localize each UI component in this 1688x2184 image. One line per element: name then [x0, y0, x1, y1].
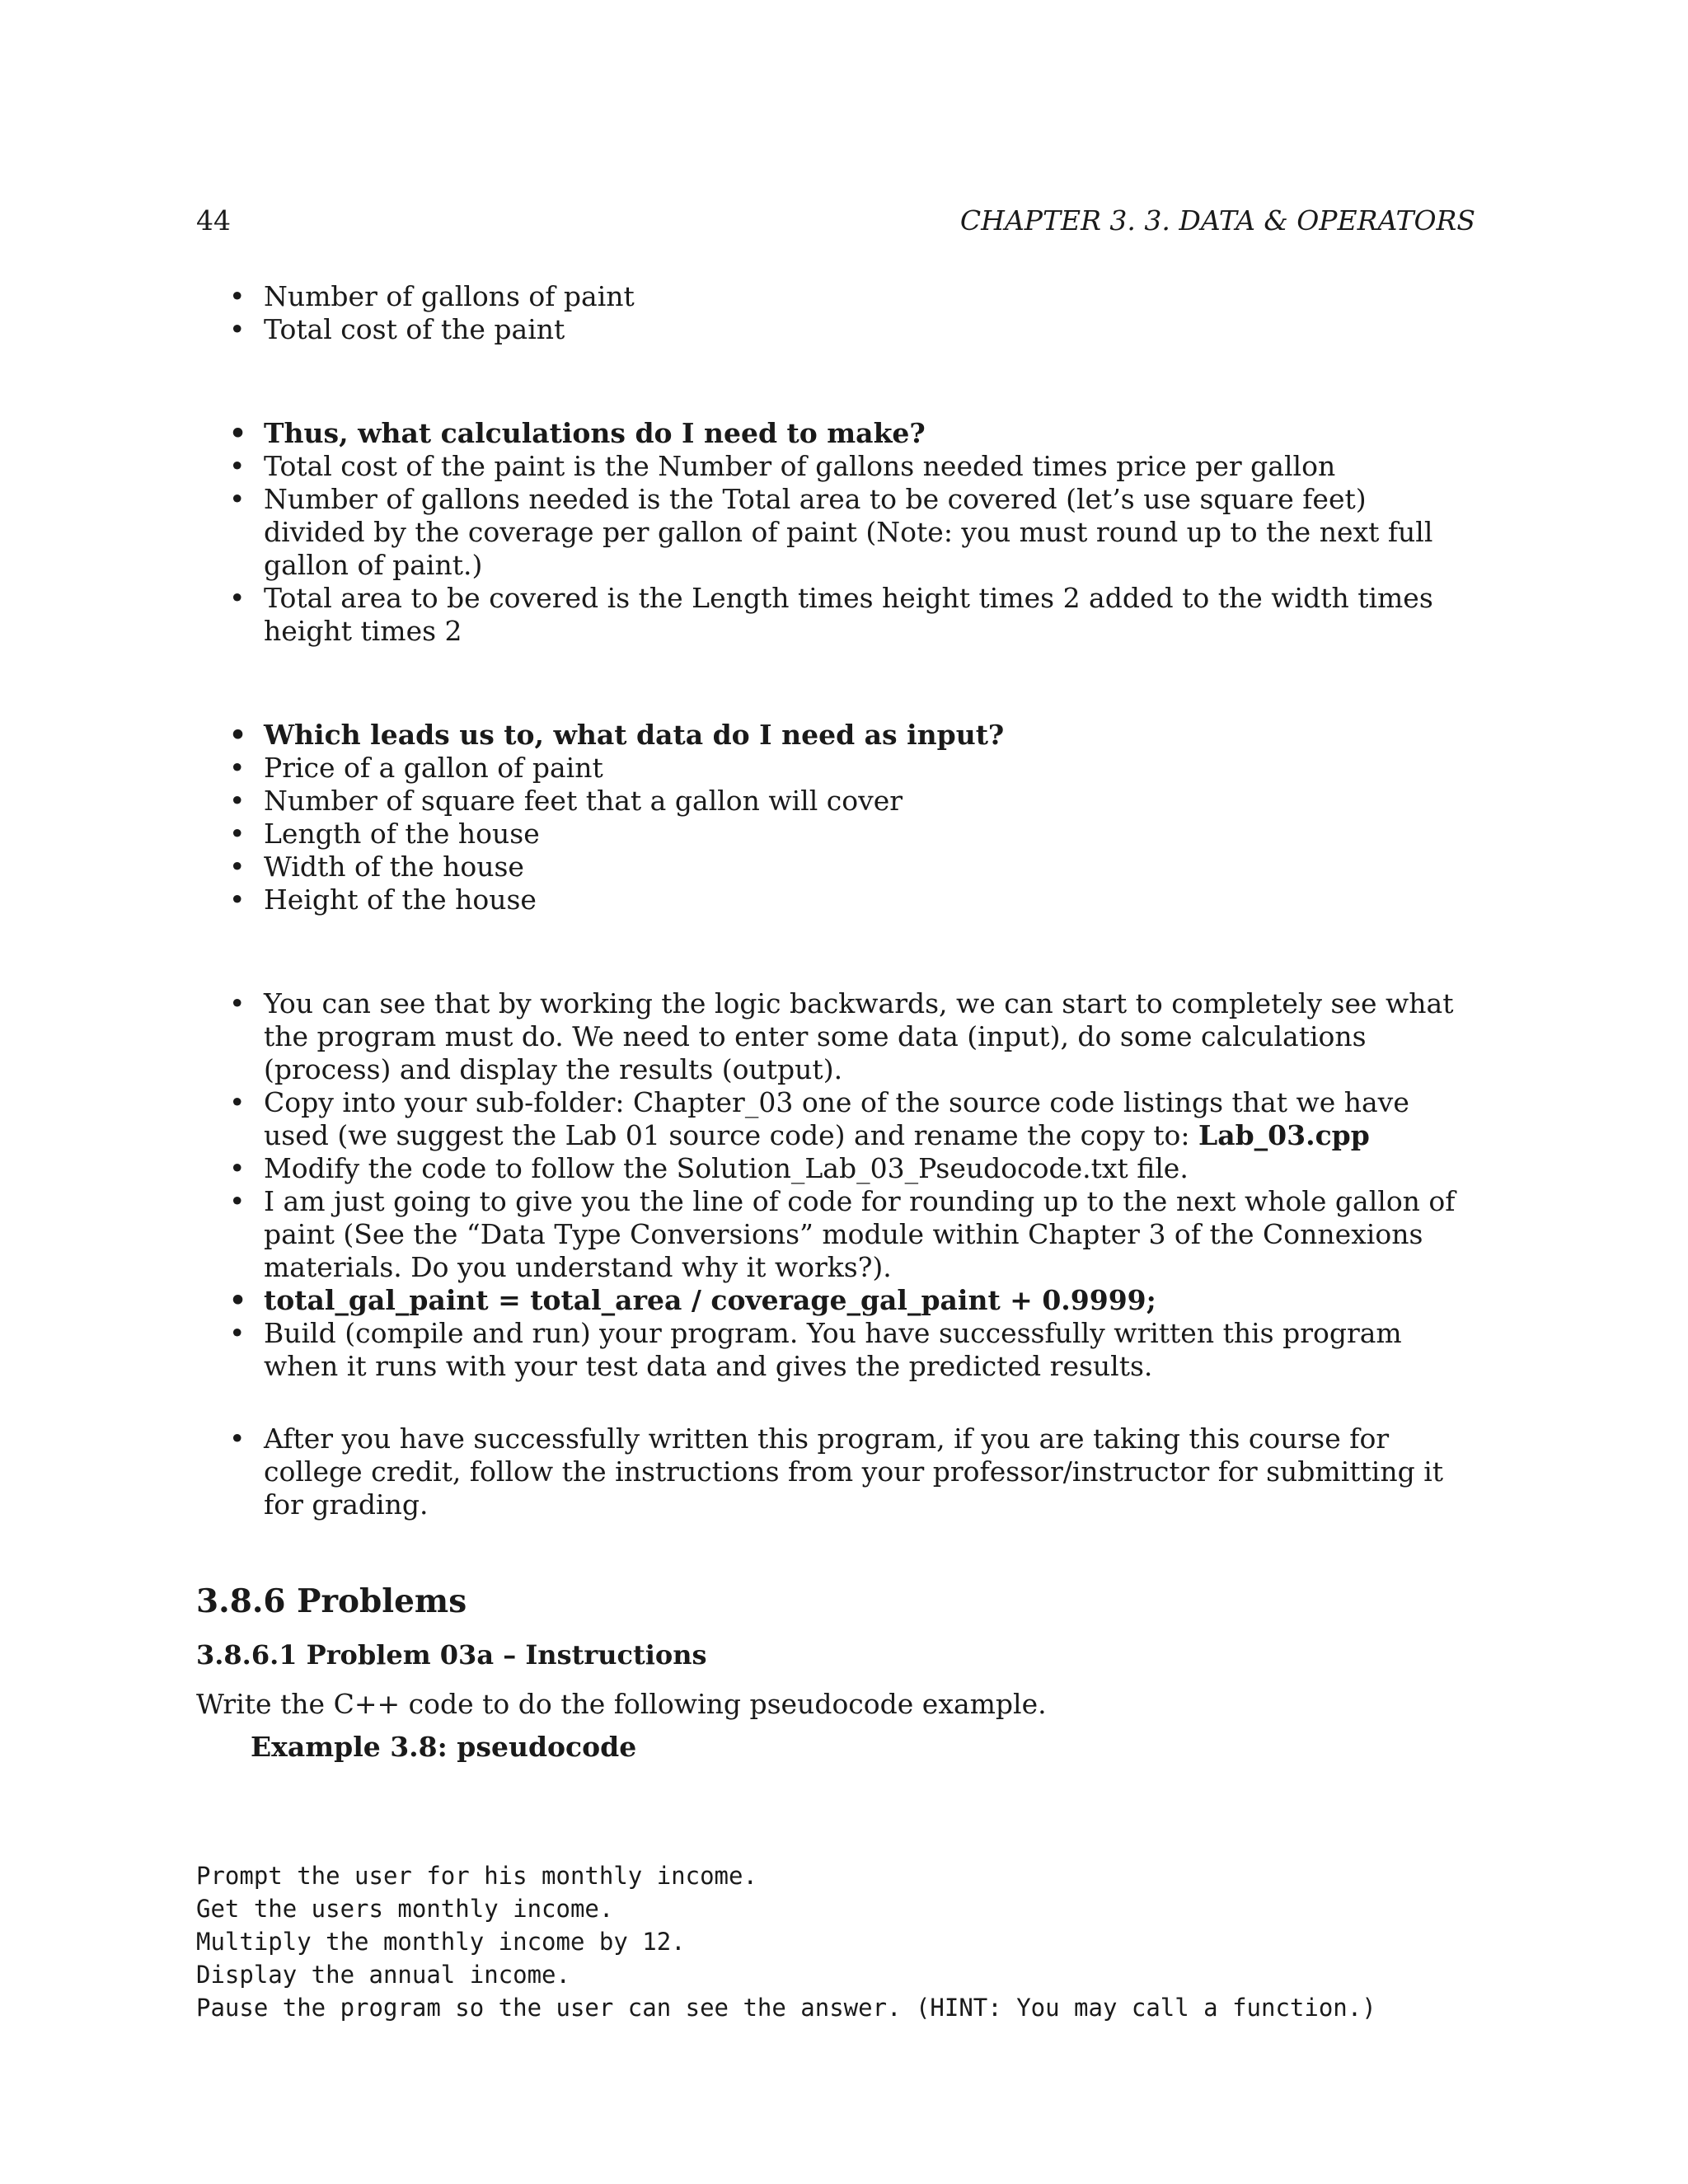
section-title: 3.8.6 Problems	[196, 1582, 467, 1620]
code-line: Display the annual income.	[196, 1961, 570, 1989]
bullet-list-steps	[196, 987, 1475, 1383]
list-item: • Width of the house	[196, 851, 1475, 883]
page-content	[196, 280, 1475, 2024]
bullet-list-outputs	[196, 280, 1475, 346]
code-statement: • total_gal_paint = total_area / coverage_gal_paint + 0.9999;	[196, 1284, 1475, 1317]
list-item: • You can see that by working the logic backwards, we can start to completely see what the program must do. We need to enter some data (input), do some calculations (process) and display the results (output).	[196, 987, 1475, 1086]
code-line: Prompt the user for his monthly income.	[196, 1862, 757, 1890]
code-block	[196, 1859, 1475, 2024]
list-item: • Number of gallons needed is the Total area to be covered (let’s use square feet) divided by the coverage per gallon of paint (Note: you must round up to the next full gallon of paint.)	[196, 483, 1475, 582]
bullet-list-inputs	[196, 719, 1475, 916]
example-title: Example 3.8: pseudocode	[251, 1731, 637, 1763]
page-header	[196, 204, 1475, 242]
code-line: Get the users monthly income.	[196, 1895, 614, 1923]
paragraph: Write the C++ code to do the following pseudocode example.	[196, 1688, 1047, 1720]
bullet-list-submission	[196, 1422, 1475, 1521]
list-item: • Height of the house	[196, 883, 1475, 916]
list-item-text: Copy into your sub-folder: Chapter_03 one of the source code listings that we have used (we suggest the Lab 01 source code) and rename the copy to:	[264, 1086, 1409, 1151]
list-item: • Number of square feet that a gallon will cover	[196, 785, 1475, 818]
list-item: • Length of the house	[196, 818, 1475, 851]
bullet-list-calculations	[196, 417, 1475, 648]
list-item: • Price of a gallon of paint	[196, 752, 1475, 785]
running-head: CHAPTER 3. 3. DATA & OPERATORS	[959, 204, 1475, 237]
list-item: • Total cost of the paint is the Number of gallons needed times price per gallon	[196, 450, 1475, 483]
page-number: 44	[196, 204, 231, 237]
list-item: • Total area to be covered is the Length times height times 2 added to the width times height times 2	[196, 582, 1475, 648]
list-heading: • Thus, what calculations do I need to make?	[196, 417, 1475, 450]
list-item: • Modify the code to follow the Solution_Lab_03_Pseudocode.txt file.	[196, 1152, 1475, 1185]
list-item: • Build (compile and run) your program. You have successfully written this program when it runs with your test data and gives the predicted results.	[196, 1317, 1475, 1383]
code-line: Pause the program so the user can see the answer. (HINT: You may call a function.)	[196, 1994, 1376, 2022]
list-item: • I am just going to give you the line of code for rounding up to the next whole gallon of paint (See the “Data Type Conversions” module within Chapter 3 of the Connexions materials. Do you understand why it works?).	[196, 1185, 1475, 1284]
list-item	[196, 1086, 1475, 1152]
list-item: • Total cost of the paint	[196, 313, 1475, 346]
list-item: • Number of gallons of paint	[196, 280, 1475, 313]
subsection-title: 3.8.6.1 Problem 03a – Instructions	[196, 1639, 707, 1671]
list-item: • After you have successfully written this program, if you are taking this course for college credit, follow the instructions from your professor/instructor for submitting it for grading.	[196, 1422, 1475, 1521]
list-heading: • Which leads us to, what data do I need as input?	[196, 719, 1475, 752]
filename: Lab_03.cpp	[1198, 1119, 1370, 1151]
code-line: Multiply the monthly income by 12.	[196, 1928, 686, 1956]
